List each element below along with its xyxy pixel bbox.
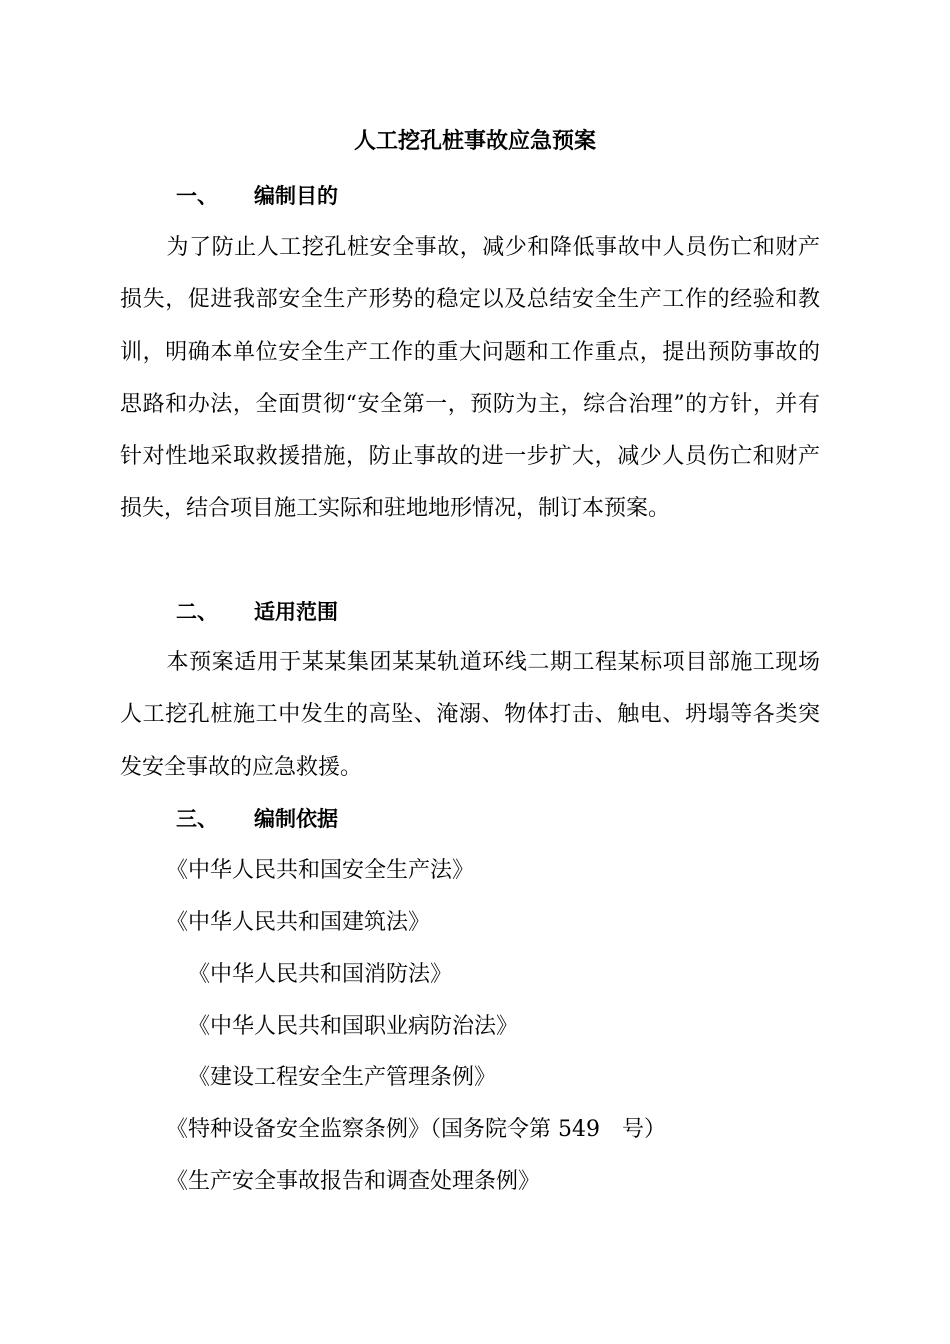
scope-paragraph <box>120 637 820 794</box>
reference-item: 《中华人民共和国建筑法》 <box>166 910 431 935</box>
reference-item: 《建设工程安全生产管理条例》 <box>188 1065 497 1090</box>
section-heading-basis <box>176 803 338 835</box>
section-number: 一、 <box>176 184 218 208</box>
purpose-paragraph <box>120 222 820 536</box>
reference-item: 《特种设备安全监察条例》（国务院令第 549 号） <box>166 1117 666 1142</box>
section-title: 编制目的 <box>254 184 338 208</box>
reference-item: 《生产安全事故报告和调查处理条例》 <box>166 1169 541 1194</box>
scope-text: 本预案适用于某某集团某某轨道环线二期工程某标项目部施工现场人工挖孔桩施工中发生的高坠、淹溺、物体打击、触电、坍塌等各类突发安全事故的应急救援。 <box>120 650 820 780</box>
purpose-text: 为了防止人工挖孔桩安全事故，减少和降低事故中人员伤亡和财产损失，促进我部安全生产形势的稳定以及总结安全生产工作的经验和教训，明确本单位安全生产工作的重大问题和工作重点，提出预防事故的思路和办法，全面贯彻“安全第一，预防为主，综合治理”的方针，并有针对性地采取救援措施，防止事故的进一步扩大，减少人员伤亡和财产损失，结合项目施工实际和驻地地形情况，制订本预案。 <box>120 235 820 522</box>
reference-item: 《中华人民共和国安全生产法》 <box>166 858 475 883</box>
reference-item: 《中华人民共和国消防法》 <box>188 962 453 987</box>
reference-item: 《中华人民共和国职业病防治法》 <box>188 1014 519 1039</box>
section-title: 编制依据 <box>254 807 338 831</box>
section-heading-purpose <box>176 180 338 212</box>
section-title: 适用范围 <box>254 600 338 624</box>
document-title: 人工挖孔桩事故应急预案 <box>353 129 596 154</box>
section-number: 三、 <box>176 807 218 831</box>
section-number: 二、 <box>176 600 218 624</box>
section-heading-scope <box>176 596 338 628</box>
